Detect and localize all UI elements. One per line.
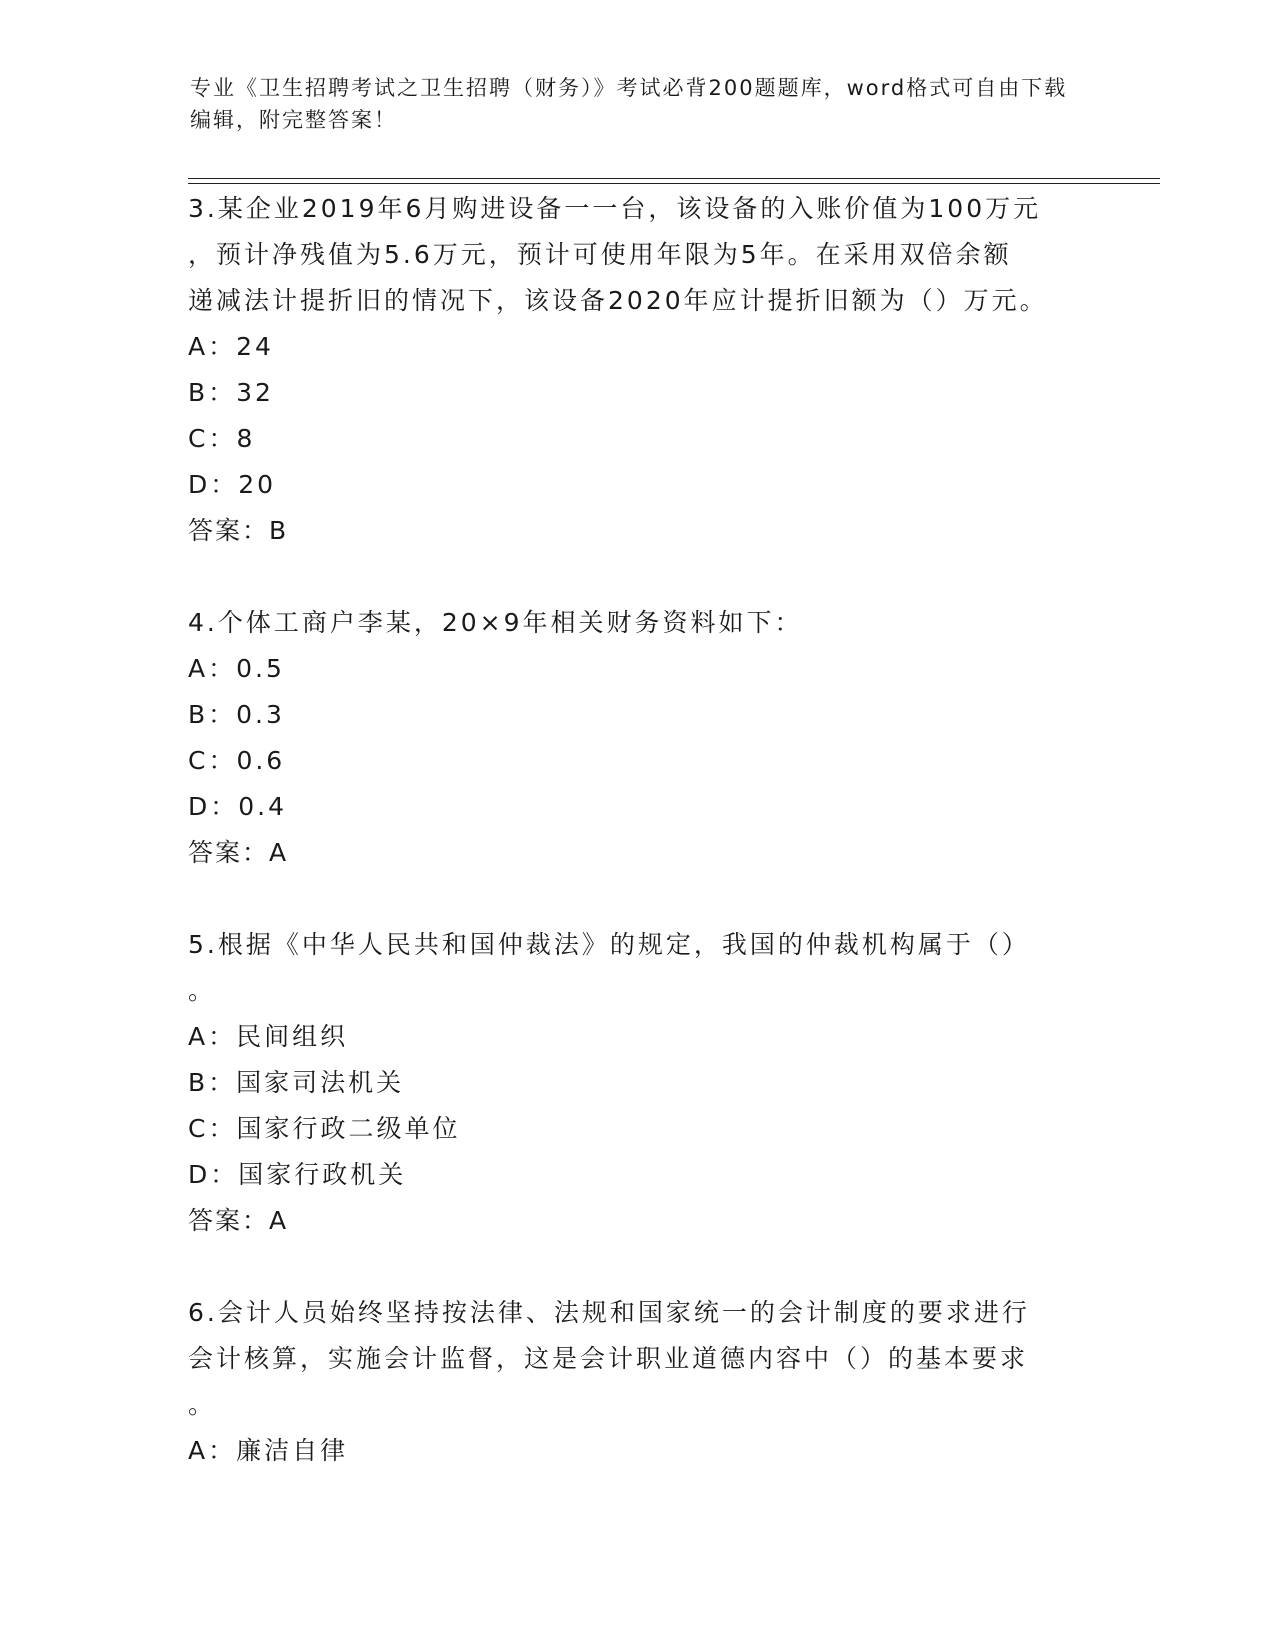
option-c: C：国家行政二级单位: [188, 1114, 461, 1143]
question-6: [188, 1290, 1088, 1474]
question-text: 6.会计人员始终坚持按法律、法规和国家统一的会计制度的要求进行 会计核算，实施会计监督，这是会计职业道德内容中（）的基本要求 。: [188, 1298, 1030, 1419]
option-a: A：民间组织: [188, 1022, 349, 1051]
question-text: 3.某企业2019年6月购进设备一一台，该设备的入账价值为100万元 ，预计净残值为5.6万元，预计可使用年限为5年。在采用双倍余额 递减法计提折旧的情况下，该设备2020年应计提折旧额为（）万元。: [188, 194, 1048, 315]
option-a: A：0.5: [188, 654, 285, 683]
question-list: [188, 186, 1088, 1474]
option-c: C：0.6: [188, 746, 286, 775]
option-a: A：廉洁自律: [188, 1436, 349, 1465]
option-b: B：0.3: [188, 700, 285, 729]
question-text: 5.根据《中华人民共和国仲裁法》的规定，我国的仲裁机构属于（） 。: [188, 930, 1030, 1005]
question-4: [188, 600, 1088, 876]
document-header: 专业《卫生招聘考试之卫生招聘（财务）》考试必背200题题库，word格式可自由下载编辑，附完整答案！: [190, 76, 1068, 132]
option-d: D：20: [188, 470, 277, 499]
answer: 答案：B: [188, 516, 289, 545]
answer: 答案：A: [188, 838, 289, 867]
question-5: [188, 922, 1088, 1244]
question-3: [188, 186, 1088, 554]
question-text: 4.个体工商户李某，20×9年相关财务资料如下：: [188, 608, 803, 637]
option-b: B：国家司法机关: [188, 1068, 405, 1097]
option-c: C：8: [188, 424, 256, 453]
option-b: B：32: [188, 378, 274, 407]
option-d: D：0.4: [188, 792, 288, 821]
option-a: A：24: [188, 332, 274, 361]
option-d: D：国家行政机关: [188, 1160, 407, 1189]
answer: 答案：A: [188, 1206, 289, 1235]
header-rule-bottom: [188, 183, 1160, 184]
header-rule-top: [188, 178, 1160, 179]
